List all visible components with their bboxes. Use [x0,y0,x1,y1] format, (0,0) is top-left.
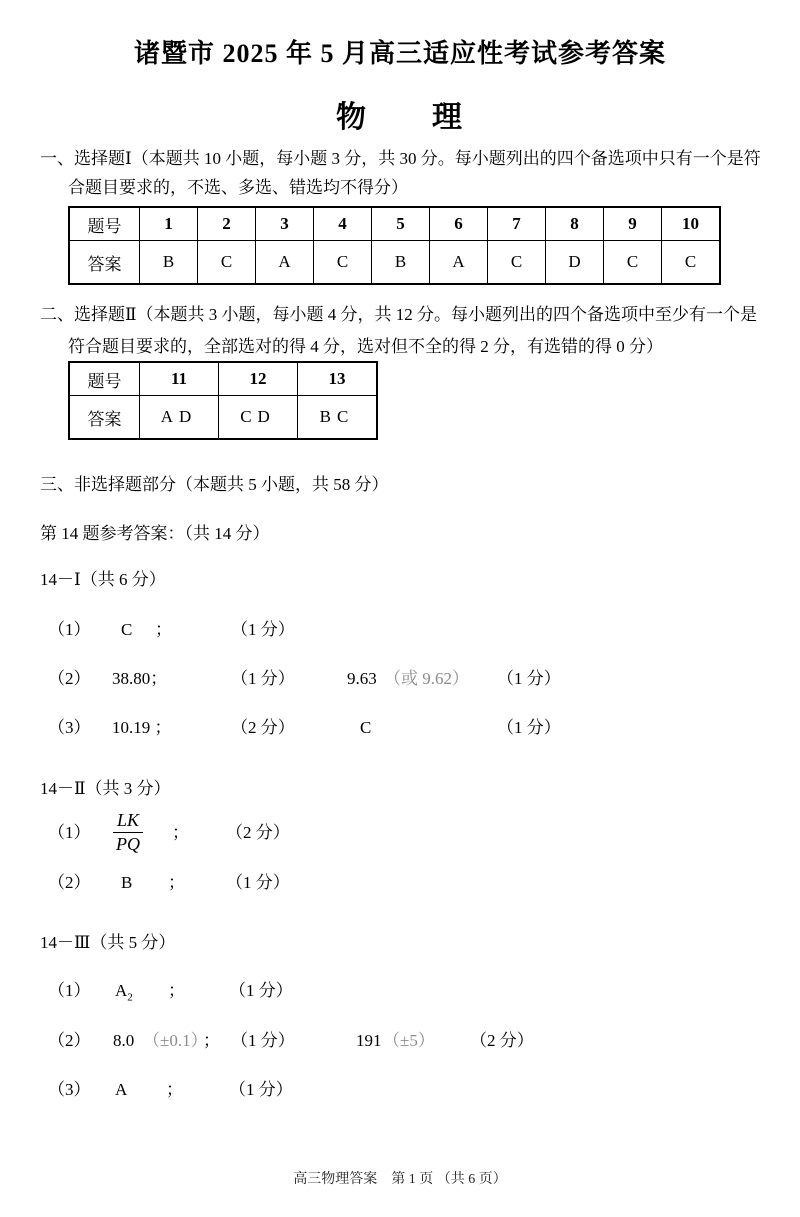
answer-line [0,872,800,894]
fraction-answer [113,810,143,855]
item-label: （3） [48,718,91,737]
table-cell: A [430,241,488,285]
answer-line [0,808,800,858]
table-cell: 3 [256,207,314,241]
answer-line [0,1079,800,1101]
separator: ； [203,1031,220,1050]
item-label: （2） [48,669,91,688]
answer-line [0,668,800,690]
item-label: （1） [48,981,91,1000]
table-cell: C [662,241,721,285]
answer-line [0,619,800,641]
page-footer: 高三物理答案 第 1 页 （共 6 页） [293,1172,507,1187]
table-cell: 10 [662,207,721,241]
subject-title: 物 理 [336,101,464,134]
table-row [69,207,720,241]
section1-heading-line1: 一、选择题Ⅰ（本题共 10 小题，每小题 3 分，共 30 分。每小题列出的四个备选项中只有一个是符 [40,149,761,168]
answer-value: 38.80； [112,669,168,688]
answer-value: C [360,718,372,737]
answer-value-main: A [115,981,128,1000]
answer-line [0,717,800,739]
part3-heading: 14－Ⅲ（共 5 分） [40,933,176,952]
answers-table-2 [68,361,378,440]
table-cell: BC [298,396,378,440]
score-note: （1 分） [231,620,295,639]
section2-heading-line1: 二、选择题Ⅱ（本题共 3 小题，每小题 4 分，共 12 分。每小题列出的四个备选项中至少有一个是 [40,305,758,324]
table-cell: B [372,241,430,285]
table-cell: A [256,241,314,285]
table-row [69,362,377,396]
separator: ； [172,823,189,842]
item-label: （1） [48,620,91,639]
table-cell: 题号 [69,362,140,396]
score-note: （2 分） [231,718,295,737]
answer-value-subscript: 2 [127,991,133,1004]
item-label: （3） [48,1080,91,1099]
answer-value: 10.19 ； [112,718,172,737]
table-cell: 2 [198,207,256,241]
part2-heading: 14－Ⅱ（共 3 分） [40,779,171,798]
table-cell: 7 [488,207,546,241]
table-cell: B [140,241,198,285]
table-cell: 答案 [69,241,140,285]
fraction-numerator: LK [113,810,143,833]
fraction-denominator: PQ [116,834,141,854]
table-cell: 4 [314,207,372,241]
table-cell: 12 [219,362,298,396]
table-cell: 1 [140,207,198,241]
table-cell: C [604,241,662,285]
table-cell: CD [219,396,298,440]
answers-table-1 [68,206,721,285]
table-cell: C [488,241,546,285]
part1-heading: 14－Ⅰ（共 6 分） [40,570,166,589]
table-cell: C [198,241,256,285]
score-note: （2 分） [226,823,290,842]
table-cell: 13 [298,362,378,396]
score-note: （1 分） [226,873,290,892]
answer-tolerance: （±0.1） [143,1031,208,1050]
table-row [69,241,720,285]
table-cell: 8 [546,207,604,241]
page-title: 诸暨市 2025 年 5 月高三适应性考试参考答案 [133,39,666,68]
section3-heading: 三、非选择题部分（本题共 5 小题，共 58 分） [40,475,389,494]
score-note: （1 分） [497,718,561,737]
score-note: （1 分） [229,981,293,1000]
answer-line [0,1030,800,1052]
item-label: （2） [48,873,91,892]
table-cell: D [546,241,604,285]
score-note: （1 分） [229,1080,293,1099]
item-label: （1） [48,823,91,842]
table-cell: AD [140,396,219,440]
table-cell: C [314,241,372,285]
item-label: （2） [48,1031,91,1050]
separator: ； [166,1080,183,1099]
score-note: （1 分） [231,669,295,688]
table-row [69,396,377,440]
table-cell: 11 [140,362,219,396]
score-note: （1 分） [231,1031,295,1050]
separator: ； [168,981,185,1000]
answer-value: C [121,620,133,639]
answer-value: A [115,1080,128,1099]
answer-value: 8.0 [113,1031,135,1050]
score-note: （1 分） [497,669,561,688]
q14-heading: 第 14 题参考答案：（共 14 分） [40,524,270,543]
separator: ； [155,620,172,639]
answer-line [0,980,800,1002]
section1-heading-line2: 合题目要求的，不选、多选、错选均不得分） [68,178,408,197]
table-cell: 答案 [69,396,140,440]
answer-tolerance: （±5） [383,1031,435,1050]
separator: ； [168,873,185,892]
table-cell: 5 [372,207,430,241]
answer-value: 9.63 [347,669,377,688]
score-note: （2 分） [470,1031,534,1050]
answer-alt-value: （或 9.62） [384,669,469,688]
table-cell: 9 [604,207,662,241]
answer-value: B [121,873,133,892]
answer-value: 191 [356,1031,382,1050]
answer-value [115,980,133,1002]
table-cell: 6 [430,207,488,241]
section2-heading-line2: 符合题目要求的，全部选对的得 4 分，选对但不全的得 2 分，有选错的得 0 分） [68,337,663,356]
table-cell: 题号 [69,207,140,241]
